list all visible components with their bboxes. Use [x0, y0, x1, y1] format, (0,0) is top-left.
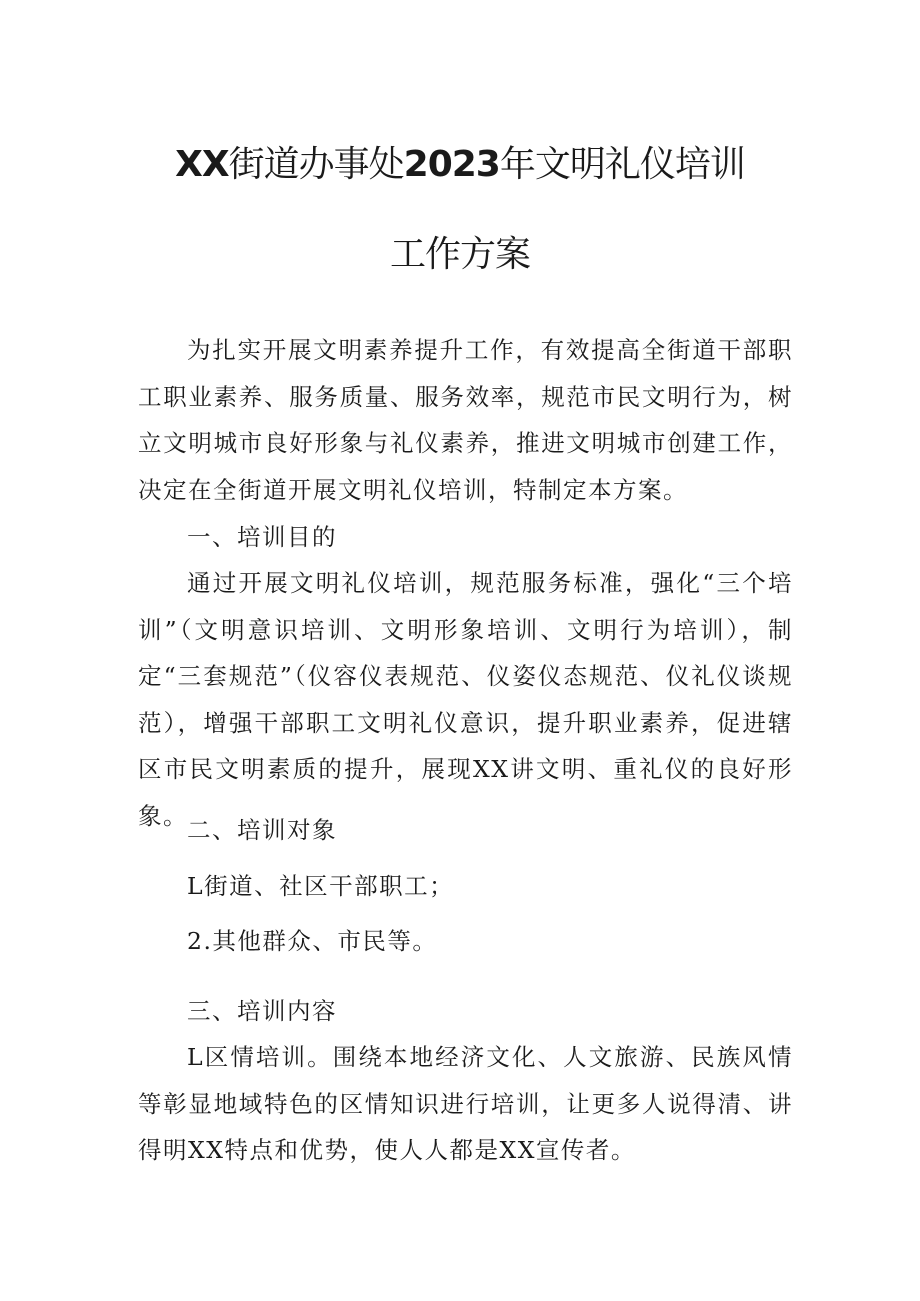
section-heading-content: 三、培训内容: [187, 997, 337, 1025]
audience-item-2: 2.其他群众、市民等。: [187, 927, 438, 955]
section-heading-audience: 二、培训对象: [187, 816, 337, 844]
title-suffix: 年文明礼仪培训: [499, 144, 745, 185]
content-item-1: L区情培训。围绕本地经济文化、人文旅游、民族风情等彰显地域特色的区情知识进行培训，让更多人说得清、讲得明XX特点和优势，使人人都是XX宣传者。: [138, 1043, 793, 1164]
purpose-paragraph: 通过开展文明礼仪培训，规范服务标准，强化“三个培训”（文明意识培训、文明形象培训、文明行为培训），制定“三套规范”（仪容仪表规范、仪姿仪态规范、仪礼仪谈规范），增强干部职工文明礼仪意识，提升职业素养，促进辖区市民文明素质的提升，展现XX讲文明、重礼仪的良好形象。: [138, 569, 793, 830]
audience-item-1: L街道、社区干部职工；: [187, 872, 455, 900]
title-year: 2023: [403, 144, 500, 185]
title-prefix: XX: [175, 144, 229, 185]
title-middle: 街道办事处: [228, 144, 404, 185]
intro-paragraph: 为扎实开展文明素养提升工作，有效提高全街道干部职工职业素养、服务质量、服务效率，规范市民文明行为，树立文明城市良好形象与礼仪素养，推进文明城市创建工作，决定在全街道开展文明礼仪培训，特制定本方案。: [138, 336, 793, 504]
document-title-line-1: [0, 136, 920, 187]
document-title-line-2: 工作方案: [389, 234, 530, 275]
section-heading-purpose: 一、培训目的: [187, 523, 337, 551]
